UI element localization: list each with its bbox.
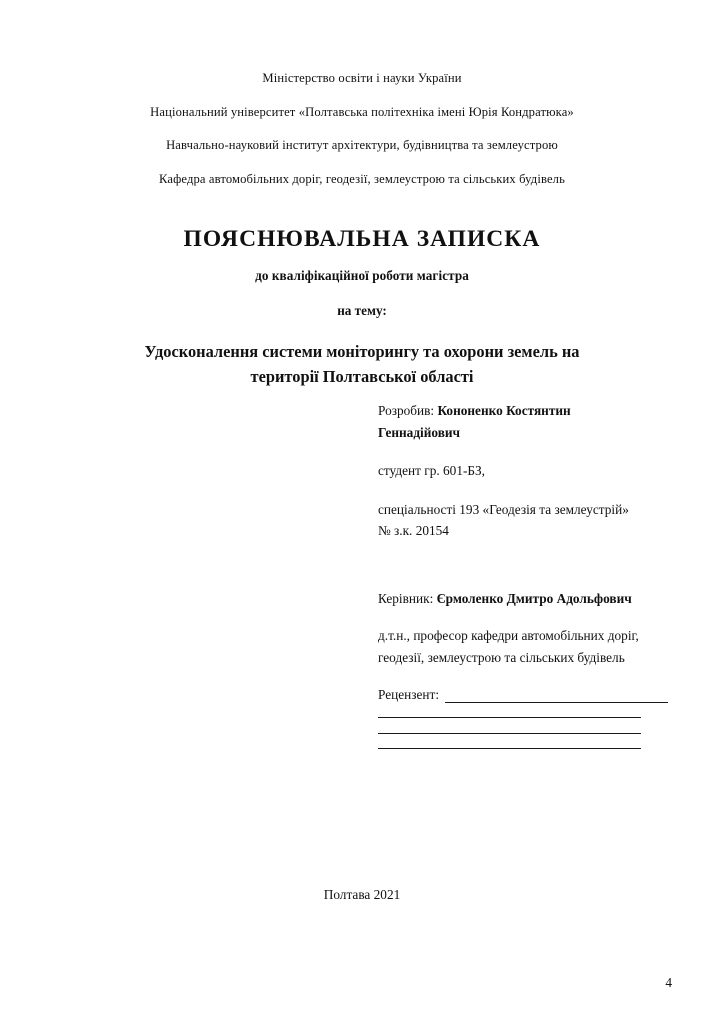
reviewer-signature-line-3: [378, 733, 641, 734]
university-line: Національний університет «Полтавська політехніка імені Юрія Кондратюка»: [150, 104, 574, 119]
reviewer-signature-lines: [378, 717, 668, 749]
document-main-title: ПОЯСНЮВАЛЬНА ЗАПИСКА: [183, 226, 541, 252]
institution-header: [52, 62, 672, 197]
thesis-topic-line-1: Удосконалення системи моніторингу та охорони земель на: [144, 342, 580, 361]
reviewer-label: Рецензент:: [378, 687, 440, 702]
supervisor-detail-line-1: д.т.н., професор кафедри автомобільних доріг,: [378, 628, 639, 643]
specialty-text: спеціальності 193 «Геодезія та землеустрій»: [378, 501, 629, 517]
thesis-topic: [52, 339, 672, 389]
specialty-group: [378, 499, 668, 542]
record-book-number: № з.к. 20154: [378, 523, 449, 538]
institute-line: Навчально-науковий інститут архітектури, будівництва та землеустрою: [166, 138, 558, 153]
author-info-column: [378, 400, 668, 668]
author-name: Кононенко Костянтин: [437, 403, 571, 418]
ministry-line: Міністерство освіти і науки України: [262, 71, 462, 85]
supervisor-name: Єрмоленко Дмитро Адольфович: [436, 590, 632, 606]
topic-label: на тему:: [337, 303, 387, 319]
supervisor-group: [378, 588, 668, 610]
supervisor-detail-group: [378, 625, 668, 668]
author-name-row: [378, 400, 668, 422]
student-group-text: студент гр. 601-БЗ,: [378, 463, 486, 478]
supervisor-detail-line-2: геодезії, землеустрою та сільських будівель: [378, 649, 625, 665]
student-group-row: [378, 460, 668, 482]
document-title-block: [52, 226, 672, 319]
place-and-year: Полтава 2021: [323, 887, 401, 902]
thesis-topic-line-2: території Полтавської області: [250, 367, 474, 386]
department-line: Кафедра автомобільних доріг, геодезії, землеустрою та сільських будівель: [159, 172, 565, 187]
reviewer-label-row: [378, 687, 668, 703]
reviewer-signature-line-2: [378, 717, 641, 718]
developed-by-label: Розробив:: [378, 403, 435, 418]
author-group: [378, 400, 668, 443]
document-subtitle: до кваліфікаційної роботи магістра: [255, 268, 469, 284]
reviewer-block: [378, 687, 668, 749]
author-name-continued: Геннадійович: [378, 424, 461, 440]
reviewer-signature-line-1: [445, 702, 668, 703]
page-number: 4: [665, 975, 672, 990]
reviewer-signature-line-4: [378, 748, 641, 749]
supervisor-name-row: [378, 588, 668, 610]
supervisor-label: Керівник:: [378, 590, 434, 606]
